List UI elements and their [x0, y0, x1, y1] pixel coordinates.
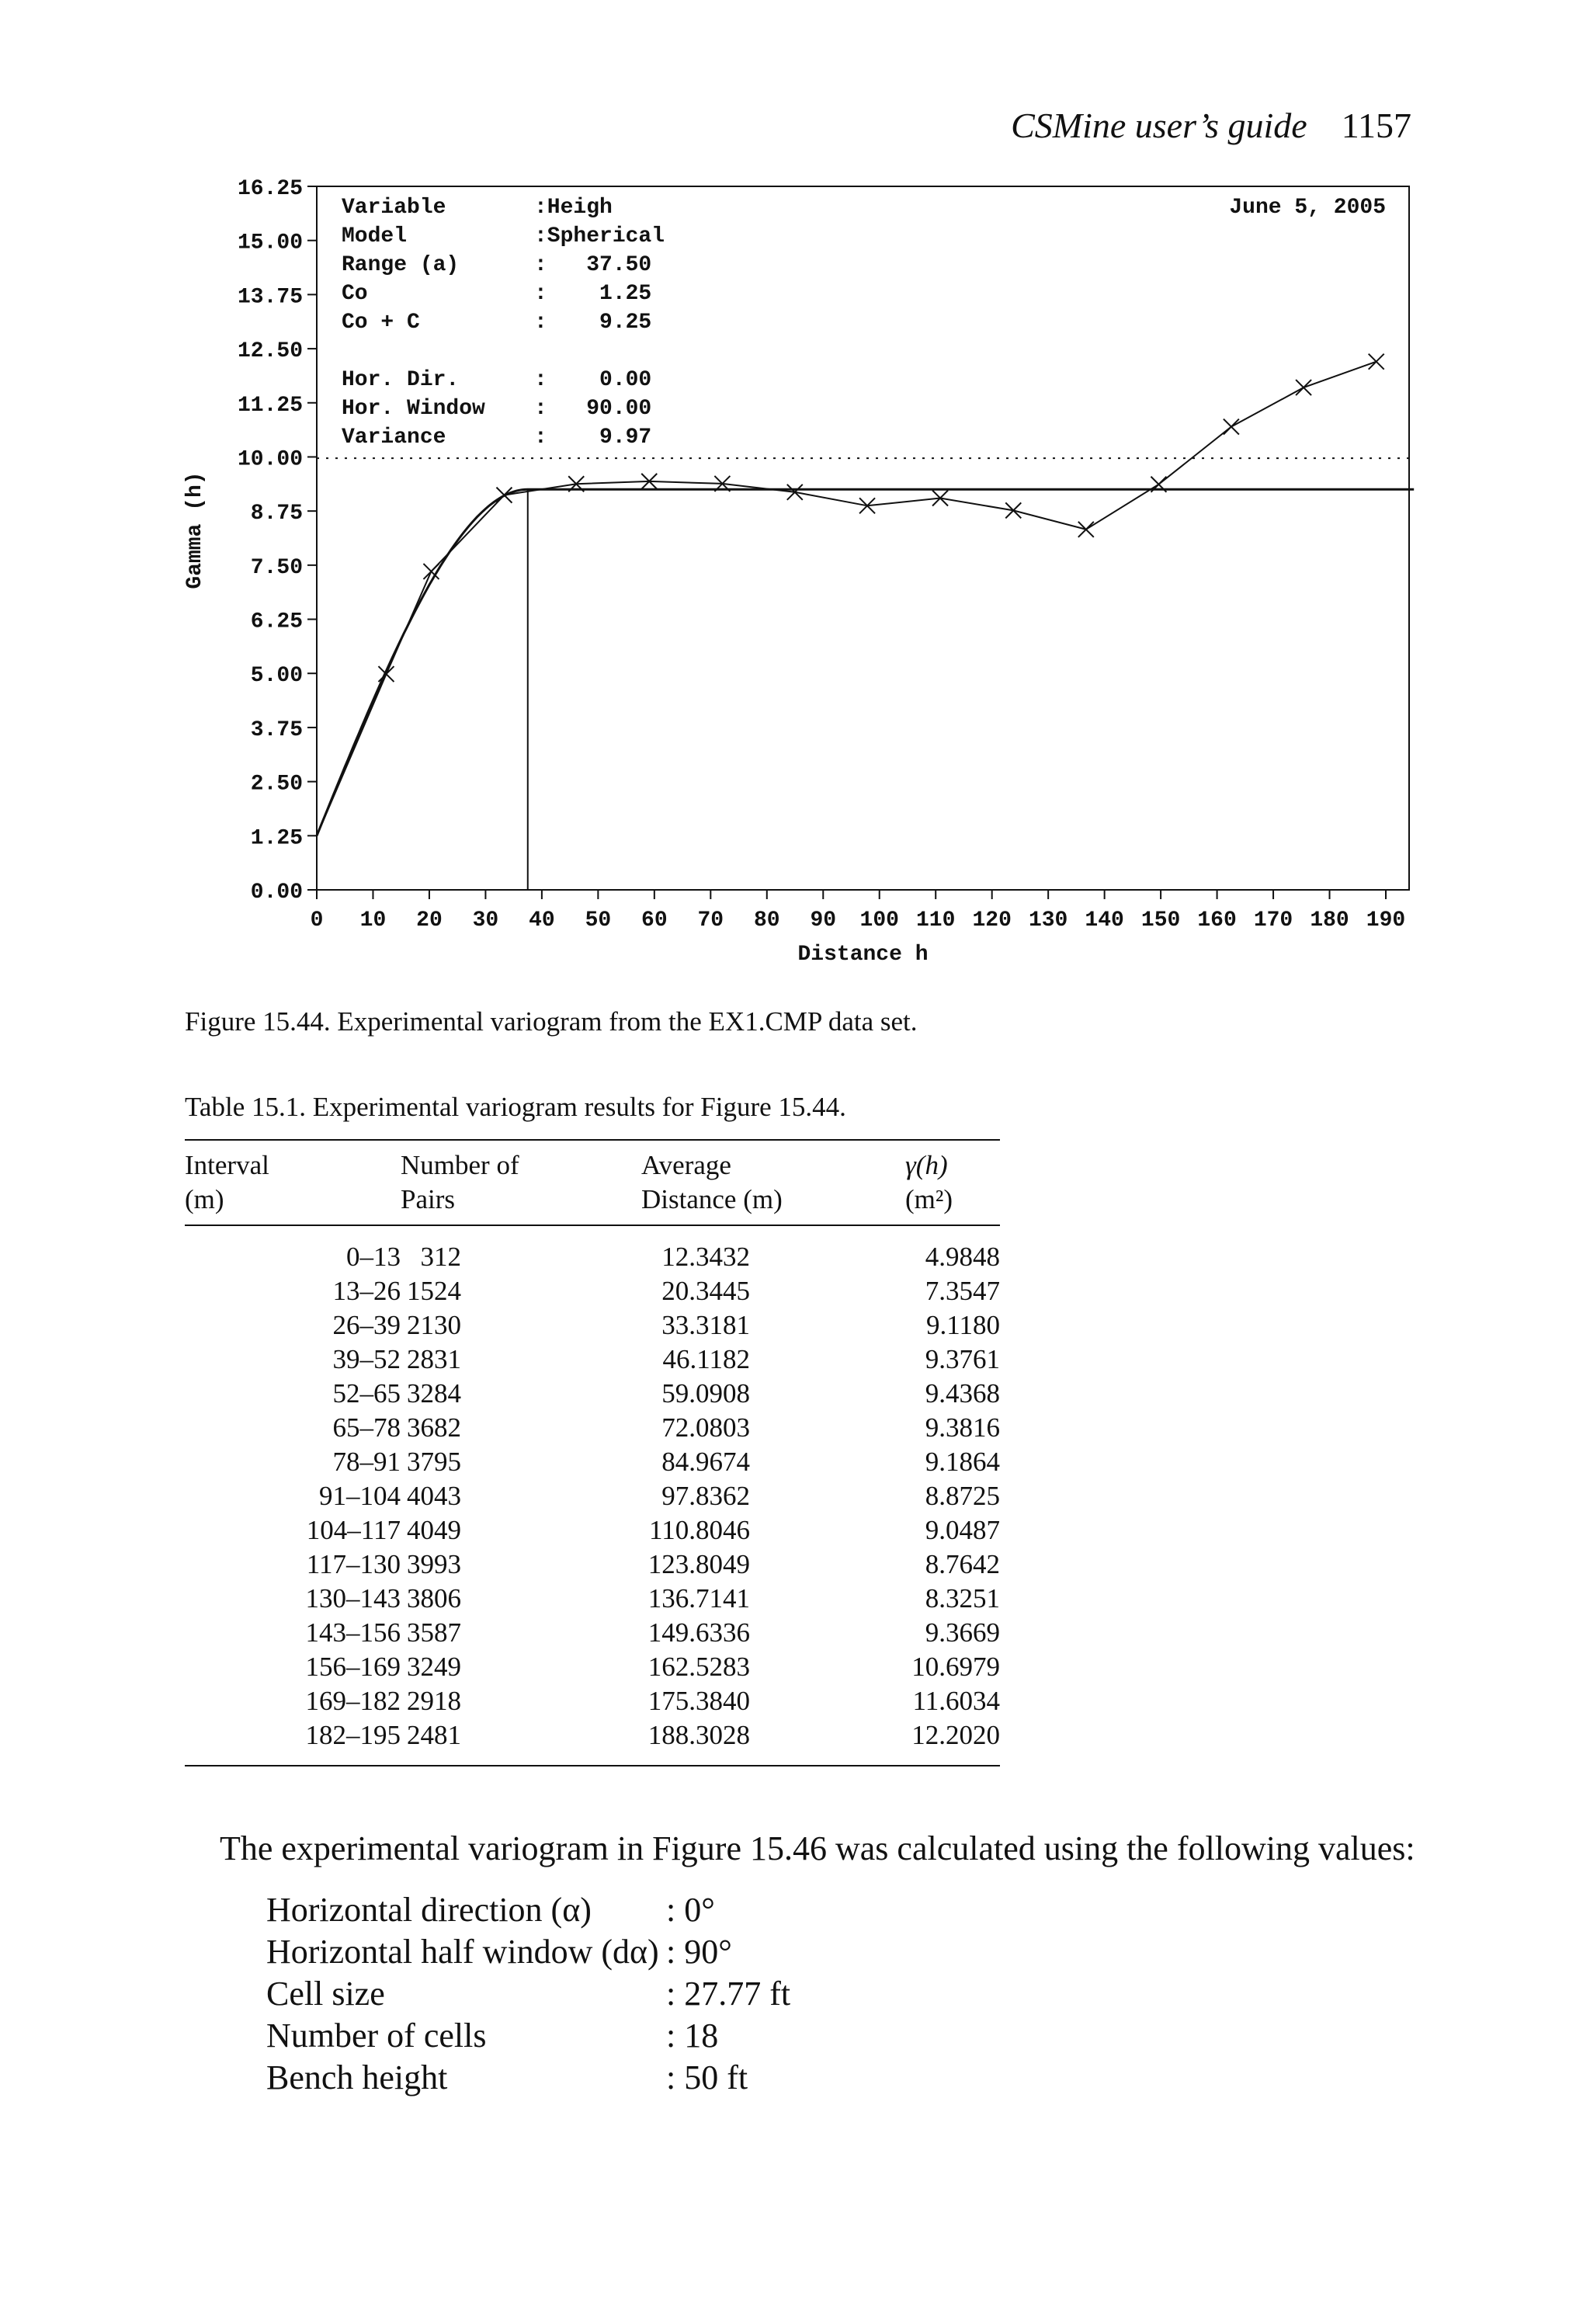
cell-pairs: 3682 — [407, 1412, 461, 1443]
cell-gamma: 9.0487 — [925, 1515, 1000, 1545]
cell-pairs: 2481 — [407, 1720, 461, 1750]
cell-distance: 97.8362 — [661, 1481, 750, 1511]
y-tick-label: 6.25 — [250, 610, 303, 634]
info-panel-value: : 0.00 — [534, 368, 652, 392]
cell-interval: 0–13 — [346, 1242, 401, 1272]
cell-pairs: 2831 — [407, 1344, 461, 1374]
cell-interval: 117–130 — [306, 1549, 401, 1579]
cell-distance: 188.3028 — [647, 1720, 750, 1750]
table-row — [185, 1582, 1000, 1616]
x-tick-label: 180 — [1310, 908, 1349, 933]
table-row — [185, 1684, 1000, 1718]
info-panel-value: : 1.25 — [534, 282, 652, 306]
parameter-label: Number of cells — [266, 2017, 487, 2055]
x-tick-label: 170 — [1253, 908, 1293, 933]
info-panel-value: : 9.97 — [534, 426, 652, 450]
cell-interval: 104–117 — [306, 1515, 401, 1545]
info-panel-label: Variable — [342, 196, 446, 220]
parameter-label: Horizontal direction (α) — [266, 1891, 592, 1929]
table-caption: Table 15.1. Experimental variogram results for Figure 15.44. — [185, 1092, 846, 1122]
cell-pairs: 3806 — [407, 1583, 461, 1614]
y-tick-label: 12.50 — [237, 339, 303, 364]
data-point-marker — [1369, 354, 1384, 370]
cell-interval: 143–156 — [305, 1617, 401, 1648]
x-tick-label: 190 — [1366, 908, 1406, 933]
y-tick-label: 5.00 — [250, 664, 303, 689]
x-tick-label: 150 — [1140, 908, 1181, 933]
cell-gamma: 4.9848 — [925, 1242, 1000, 1272]
cell-gamma: 12.2020 — [911, 1720, 1000, 1750]
cell-interval: 26–39 — [332, 1310, 401, 1340]
cell-distance: 20.3445 — [661, 1276, 750, 1306]
cell-gamma: 9.4368 — [925, 1378, 1000, 1409]
info-panel-label: Hor. Window — [342, 397, 485, 421]
cell-pairs: 3249 — [407, 1652, 461, 1682]
cell-pairs: 4049 — [407, 1515, 461, 1545]
parameter-row — [266, 2057, 790, 2099]
cell-distance: 33.3181 — [661, 1310, 750, 1340]
cell-pairs: 3795 — [407, 1447, 461, 1477]
cell-interval: 156–169 — [305, 1652, 401, 1682]
x-tick-label: 10 — [359, 908, 387, 933]
cell-gamma: 7.3547 — [925, 1276, 1000, 1306]
header-gamma: γ(h) (m²) — [905, 1140, 1000, 1225]
cell-pairs: 4043 — [407, 1481, 461, 1511]
cell-gamma: 8.7642 — [925, 1549, 1000, 1579]
chart-date: June 5, 2005 — [1229, 196, 1386, 220]
cell-interval: 91–104 — [319, 1481, 401, 1511]
info-panel-label: Variance — [342, 426, 446, 450]
table-row — [185, 1225, 1000, 1274]
cell-interval: 13–26 — [332, 1276, 401, 1306]
cell-pairs: 312 — [420, 1242, 461, 1272]
parameter-row — [266, 1973, 790, 2015]
data-point-marker — [1078, 522, 1094, 537]
y-axis-title: Gamma (h) — [183, 471, 207, 589]
cell-interval: 130–143 — [305, 1583, 401, 1614]
x-tick-label: 130 — [1028, 908, 1068, 933]
cell-gamma: 9.3669 — [925, 1617, 1000, 1648]
info-panel-value: :Spherical — [534, 224, 665, 248]
cell-pairs: 2918 — [407, 1686, 461, 1716]
info-panel-label: Co — [342, 282, 368, 306]
cell-distance: 12.3432 — [661, 1242, 750, 1272]
table-body — [185, 1225, 1000, 1766]
y-tick-label: 7.50 — [250, 555, 303, 580]
parameter-row — [266, 1931, 790, 1973]
cell-interval: 182–195 — [305, 1720, 401, 1750]
x-tick-label: 110 — [915, 908, 956, 933]
table-row — [185, 1548, 1000, 1582]
cell-distance: 175.3840 — [647, 1686, 750, 1716]
variogram-figure — [0, 0, 1590, 978]
model-curve — [317, 489, 1414, 835]
header-interval: Interval (m) — [185, 1140, 401, 1225]
table-header-row — [185, 1140, 1000, 1225]
parameter-label: Horizontal half window (dα) — [266, 1933, 659, 1971]
figure-caption: Figure 15.44. Experimental variogram from the EX1.CMP data set. — [185, 1006, 918, 1037]
header-pairs: Number of Pairs — [401, 1140, 641, 1225]
x-tick-label: 100 — [859, 908, 899, 933]
cell-gamma: 9.1180 — [926, 1310, 1000, 1340]
info-panel-value: : 90.00 — [534, 397, 652, 421]
parameter-row — [266, 1889, 790, 1931]
x-tick-label: 60 — [641, 908, 668, 933]
table-row — [185, 1616, 1000, 1650]
y-tick-label: 10.00 — [237, 447, 303, 472]
info-panel-label: Model — [342, 224, 408, 248]
header-distance: Average Distance (m) — [641, 1140, 905, 1225]
y-tick-label: 8.75 — [250, 502, 303, 526]
y-tick-label: 3.75 — [250, 717, 303, 742]
info-panel-value: : 37.50 — [534, 253, 652, 277]
y-tick-label: 2.50 — [250, 772, 303, 797]
cell-distance: 59.0908 — [661, 1378, 750, 1409]
table-row — [185, 1308, 1000, 1343]
table-row — [185, 1513, 1000, 1548]
x-tick-label: 50 — [585, 908, 612, 933]
x-tick-label: 0 — [310, 908, 324, 933]
variogram-chart — [0, 0, 1590, 978]
cell-distance: 72.0803 — [661, 1412, 750, 1443]
cell-interval: 78–91 — [332, 1447, 401, 1477]
cell-gamma: 8.3251 — [925, 1583, 1000, 1614]
table-row — [185, 1274, 1000, 1308]
table-row — [185, 1343, 1000, 1377]
cell-interval: 39–52 — [332, 1344, 401, 1374]
data-point-marker — [1005, 502, 1021, 518]
parameter-row — [266, 2015, 790, 2057]
parameter-value: : 90° — [666, 1933, 732, 1971]
data-point-marker — [1296, 380, 1311, 395]
cell-distance: 110.8046 — [649, 1515, 750, 1545]
info-panel-value: : 9.25 — [534, 311, 652, 335]
results-table — [185, 1139, 1000, 1766]
cell-distance: 162.5283 — [647, 1652, 750, 1682]
parameter-value: : 50 ft — [666, 2058, 748, 2096]
cell-distance: 136.7141 — [647, 1583, 750, 1614]
y-tick-label: 0.00 — [250, 881, 303, 905]
x-tick-label: 30 — [472, 908, 499, 933]
info-panel-label: Range (a) — [342, 253, 460, 277]
cell-interval: 52–65 — [332, 1378, 401, 1409]
info-panel-label: Hor. Dir. — [342, 368, 460, 392]
table-row — [185, 1377, 1000, 1411]
x-axis-title: Distance h — [797, 943, 929, 967]
parameter-value: : 0° — [666, 1891, 715, 1929]
page-number: 1157 — [1341, 106, 1411, 145]
parameter-value: : 27.77 ft — [666, 1975, 791, 2013]
y-tick-label: 11.25 — [237, 393, 303, 418]
cell-distance: 84.9674 — [661, 1447, 750, 1477]
table-row — [185, 1718, 1000, 1766]
y-tick-label: 15.00 — [237, 231, 303, 255]
x-tick-label: 80 — [753, 908, 780, 933]
data-point-marker — [1224, 419, 1239, 435]
x-tick-label: 20 — [416, 908, 443, 933]
cell-interval: 169–182 — [305, 1686, 401, 1716]
x-tick-label: 70 — [697, 908, 724, 933]
info-panel-label: Co + C — [342, 311, 420, 335]
info-panel-value: :Heigh — [534, 196, 613, 220]
cell-pairs: 1524 — [407, 1276, 461, 1306]
table-row — [185, 1650, 1000, 1684]
cell-distance: 149.6336 — [647, 1617, 750, 1648]
body-paragraph: The experimental variogram in Figure 15.46 was calculated using the following values: — [220, 1829, 1415, 1867]
table-row — [185, 1445, 1000, 1479]
cell-gamma: 9.3816 — [925, 1412, 1000, 1443]
parameter-label: Cell size — [266, 1975, 385, 2013]
cell-gamma: 9.3761 — [925, 1344, 1000, 1374]
table-row — [185, 1479, 1000, 1513]
cell-interval: 65–78 — [332, 1412, 401, 1443]
y-tick-label: 1.25 — [250, 826, 303, 851]
parameter-list — [266, 1889, 790, 2099]
cell-gamma: 8.8725 — [925, 1481, 1000, 1511]
cell-distance: 123.8049 — [647, 1549, 750, 1579]
x-tick-label: 160 — [1197, 908, 1237, 933]
y-tick-label: 16.25 — [237, 177, 303, 201]
parameter-value: : 18 — [666, 2017, 719, 2055]
cell-pairs: 3284 — [407, 1378, 461, 1409]
x-tick-label: 140 — [1085, 908, 1124, 933]
x-tick-label: 40 — [529, 908, 555, 933]
y-tick-label: 13.75 — [237, 285, 303, 310]
cell-distance: 46.1182 — [662, 1344, 750, 1374]
cell-gamma: 11.6034 — [912, 1686, 1000, 1716]
header-title: CSMine user’s guide — [1011, 106, 1307, 145]
x-tick-label: 120 — [972, 908, 1012, 933]
x-tick-label: 90 — [810, 908, 837, 933]
cell-pairs: 3993 — [407, 1549, 461, 1579]
table-row — [185, 1411, 1000, 1445]
cell-gamma: 9.1864 — [925, 1447, 1000, 1477]
cell-pairs: 3587 — [407, 1617, 461, 1648]
data-point-marker — [496, 488, 512, 503]
cell-pairs: 2130 — [407, 1310, 461, 1340]
parameter-label: Bench height — [266, 2058, 448, 2096]
cell-gamma: 10.6979 — [911, 1652, 1000, 1682]
